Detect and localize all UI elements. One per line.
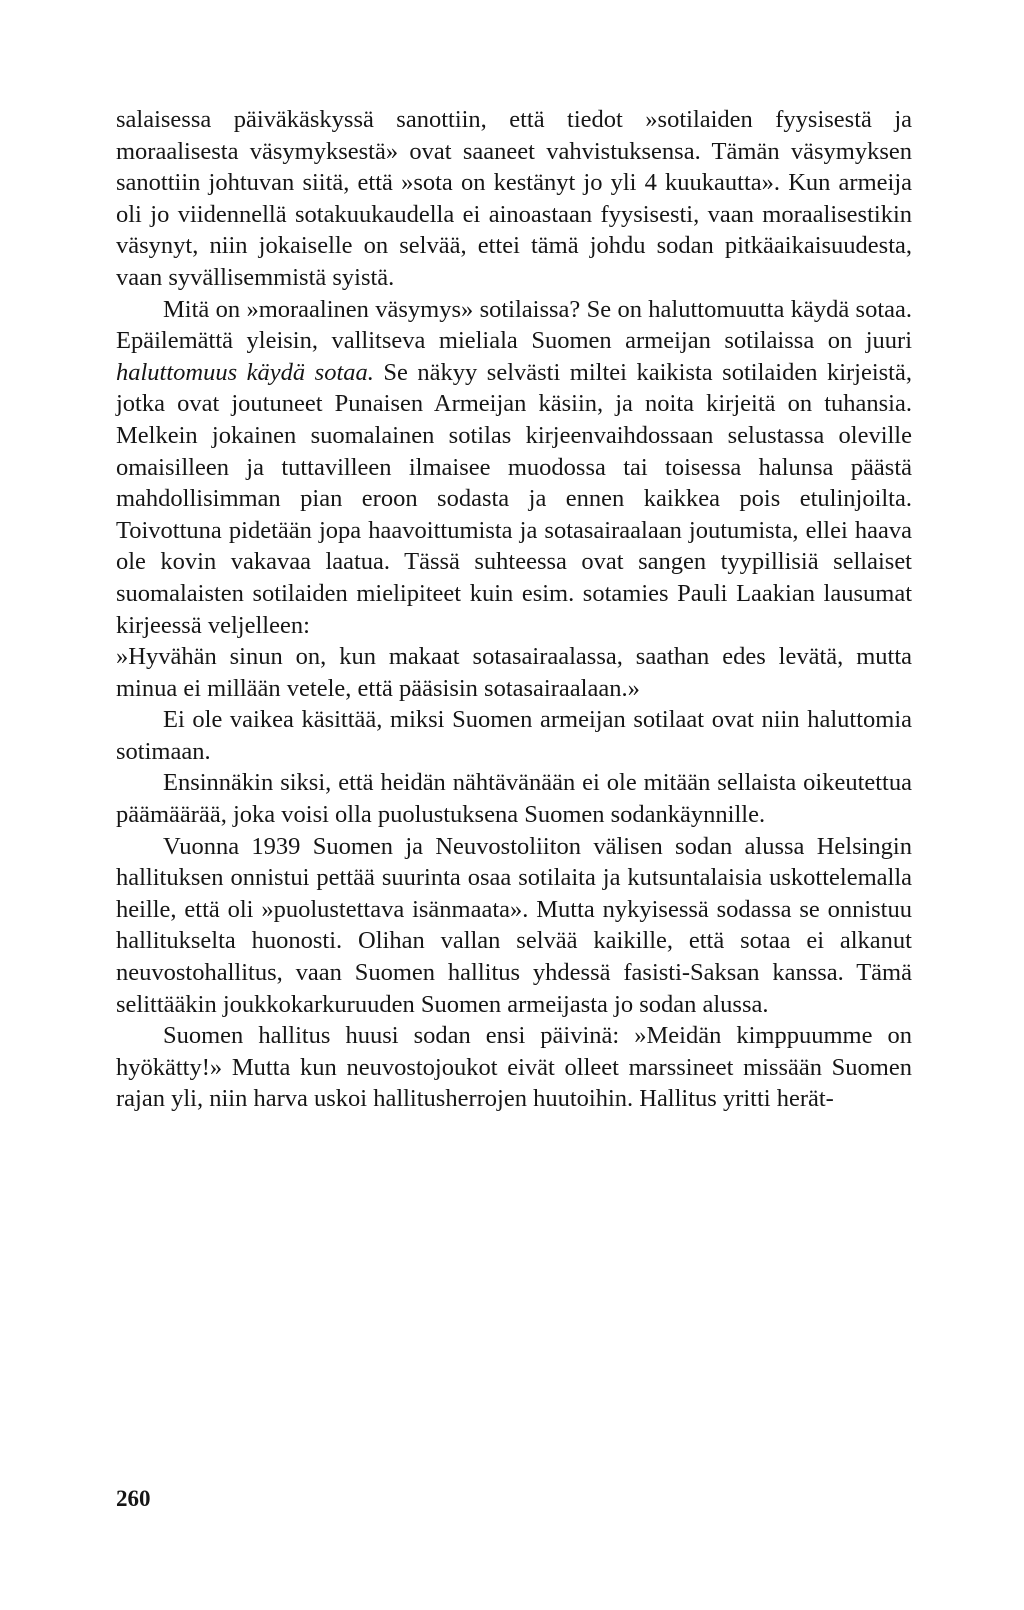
paragraph-2 — [116, 294, 912, 642]
paragraph-5: Ensinnäkin siksi, että heidän nähtävänään ei ole mitään sellaista oikeutettua päämäärää, joka voisi olla puolustuksena Suomen sodankäynnille. — [116, 769, 912, 829]
paragraph-4: Ei ole vaikea käsittää, miksi Suomen armeijan sotilaat ovat niin haluttomia sotimaan. — [116, 706, 912, 765]
paragraph-2-text-before: Mitä on »moraalinen väsymys» sotilaissa? Se on haluttomuutta käydä sotaa. Epäilemättä yleisin, vallitseva mieliala Suomen armeijan sotilaissa on juuri — [116, 295, 912, 355]
paragraph-2-text-after: Se näkyy selvästi miltei kaikista sotilaiden kirjeistä, jotka ovat joutuneet Punaisen Armeijan käsiin, ja noita kirjeitä on tuhansia. Melkein jokainen suomalainen sotilas kirjeenvaihdossaan selustassa oleville omaisilleen ja tuttavilleen ilmaisee muodossa tai toisessa halunsa päästä mahdollisimman pian eroon sodasta ja ennen kaikkea pois etulinjoilta. Toivottuna pidetään jopa haavoittumista ja sotasairaalaan joutumista, ellei haava ole kovin vakavaa laatua. Tässä suhteessa ovat sangen tyypillisiä sellaiset suomalaisten sotilaiden mielipiteet kuin esim. sotamies Pauli Laakian lausumat kirjeessä veljelleen: — [116, 358, 912, 639]
paragraph-2-emphasis: haluttomuus käydä sotaa. — [116, 358, 374, 386]
quotation-paragraph: »Hyvähän sinun on, kun makaat sotasairaalassa, saathan edes levätä, mutta minua ei millään vetele, että pääsisin sotasairaalaan.» — [116, 643, 912, 702]
paragraph-7: Suomen hallitus huusi sodan ensi päivinä: »Meidän kimppuumme on hyökätty!» Mutta kun neuvostojoukot eivät olleet marssineet missään Suomen rajan yli, niin harva uskoi hallitusherrojen huutoihin. Hallitus yritti herät- — [116, 1022, 912, 1113]
page-body — [116, 104, 912, 1115]
page-number: 260 — [116, 1486, 151, 1511]
paragraph-1: salaisessa päiväkäskyssä sanottiin, että tiedot »sotilaiden fyysisestä ja moraalisesta väsymyksestä» ovat saaneet vahvistuksensa. Tämän väsymyksen sanottiin johtuvan siitä, että »sota on kestänyt jo yli 4 kuukautta». Kun armeija oli jo viidennellä sotakuukaudella ei ainoastaan fyysisesti, vaan moraalisestikin väsynyt, niin jokaiselle on selvää, ettei tämä johdu sodan pitkäaikaisuudesta, vaan syvällisemmistä syistä. — [116, 106, 912, 291]
paragraph-6: Vuonna 1939 Suomen ja Neuvostoliiton välisen sodan alussa Helsingin hallituksen onnistui pettää suurinta osaa sotilaita ja kutsuntalaisia uskottelemalla heille, että oli »puolustettava isänmaata». Mutta nykyisessä sodassa se onnistuu hallitukselta huonosti. Olihan vallan selvää kaikille, että sotaa ei alkanut neuvostohallitus, vaan Suomen hallitus yhdessä fasisti-Saksan kanssa. Tämä selittääkin joukkokarkuruuden Suomen armeijasta jo sodan alussa. — [116, 832, 912, 1018]
